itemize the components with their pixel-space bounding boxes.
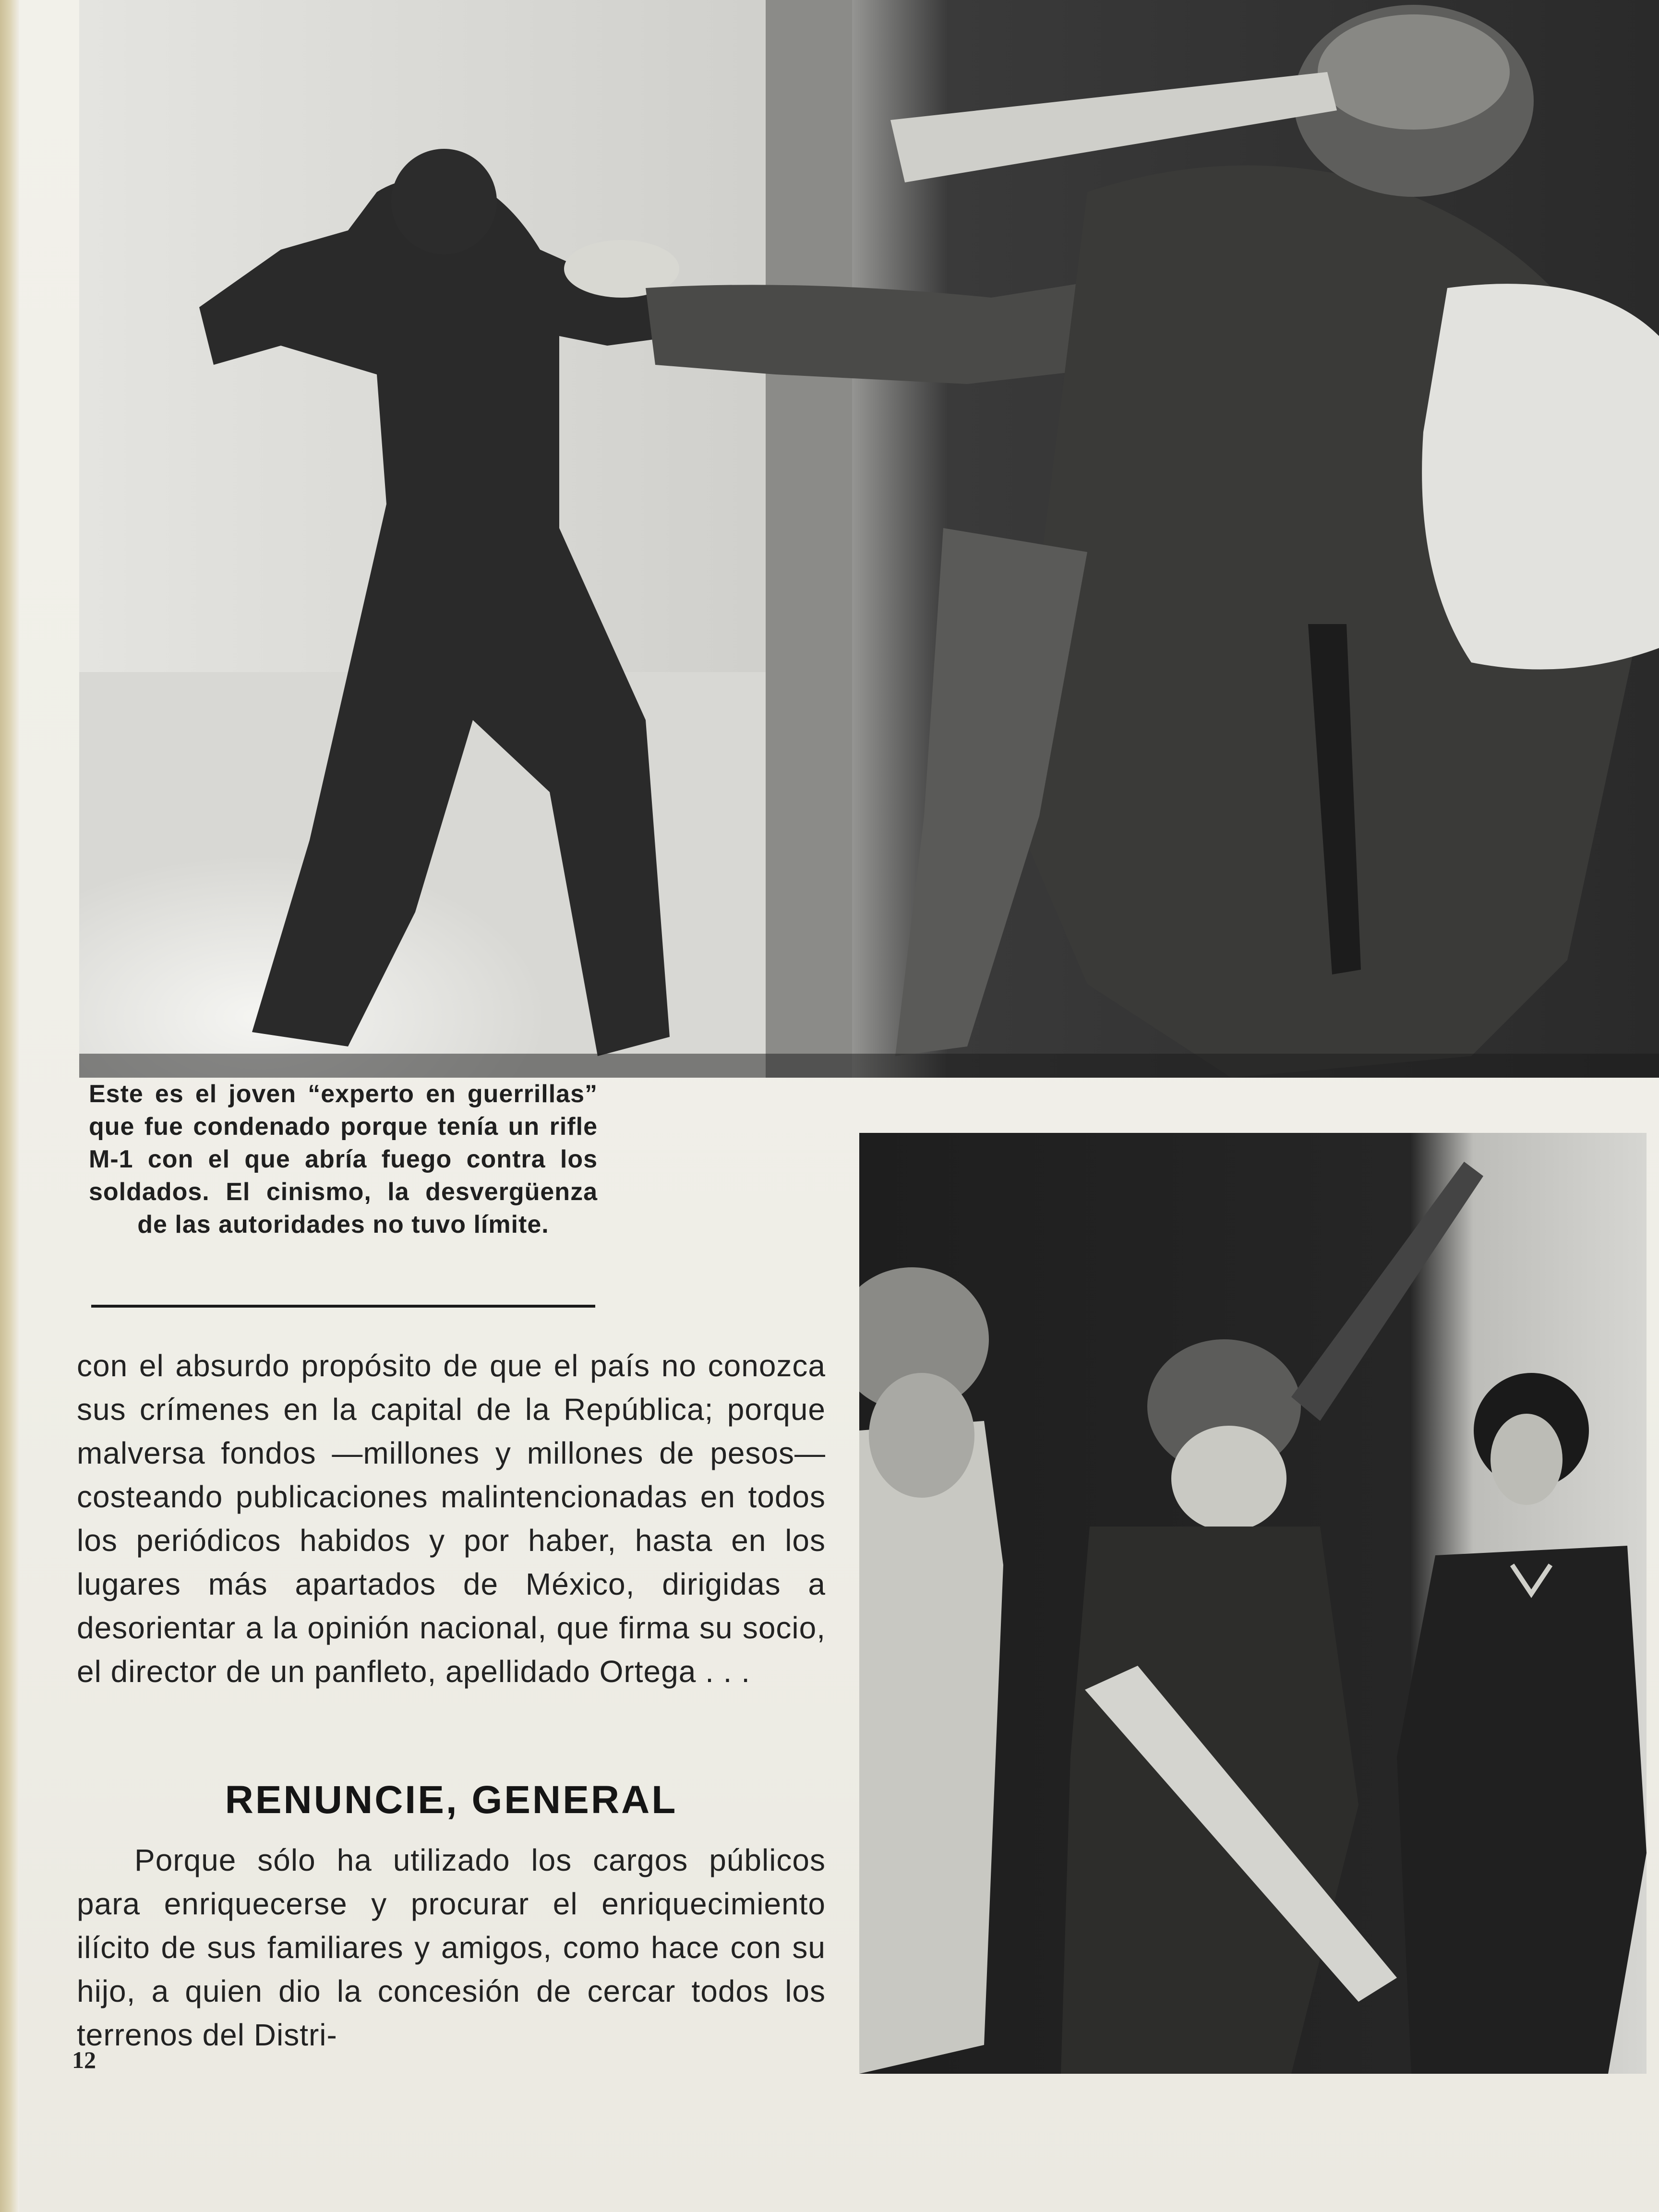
body-paragraph-1: con el absurdo propósito de que el país no conozca sus crímenes en la capital de la República; porque malversa fondos —millones y millones de pesos— costeando publicaciones malintencionadas en todos los periódicos habidos y por haber, hasta en los lugares más apartados de México, dirigidas a desorientar a la opinión nacional, que firma su socio, el director de un panfleto, apellidado Ortega . . . <box>77 1348 826 1689</box>
photo-soldiers-detain-youth-icon <box>859 1133 1647 2074</box>
body-paragraph-2: Porque sólo ha utilizado los cargos públicos para enriquecerse y procurar el enriquecimiento ilícito de sus familiares y amigos, como hace con su hijo, a quien dio la concesión de cercar todos los terrenos del Distri- <box>77 1843 826 2052</box>
section-heading: RENUNCIE, GENERAL <box>225 1778 678 1822</box>
photo-caption: Este es el joven “experto en guerrillas” que fue condenado porque tenía un rifle M-1 con el que abría fuego contra los soldados. El cinismo, la desvergüenza de las autoridades no tuvo límite. <box>89 1080 598 1238</box>
page-number: 12 <box>72 2046 96 2073</box>
bottom-photo <box>859 1133 1647 2074</box>
top-photo <box>79 0 1659 1078</box>
page-edge <box>0 0 19 2212</box>
caption-rule <box>91 1305 595 1308</box>
photo-protester-soldiers-icon <box>79 0 1659 1078</box>
